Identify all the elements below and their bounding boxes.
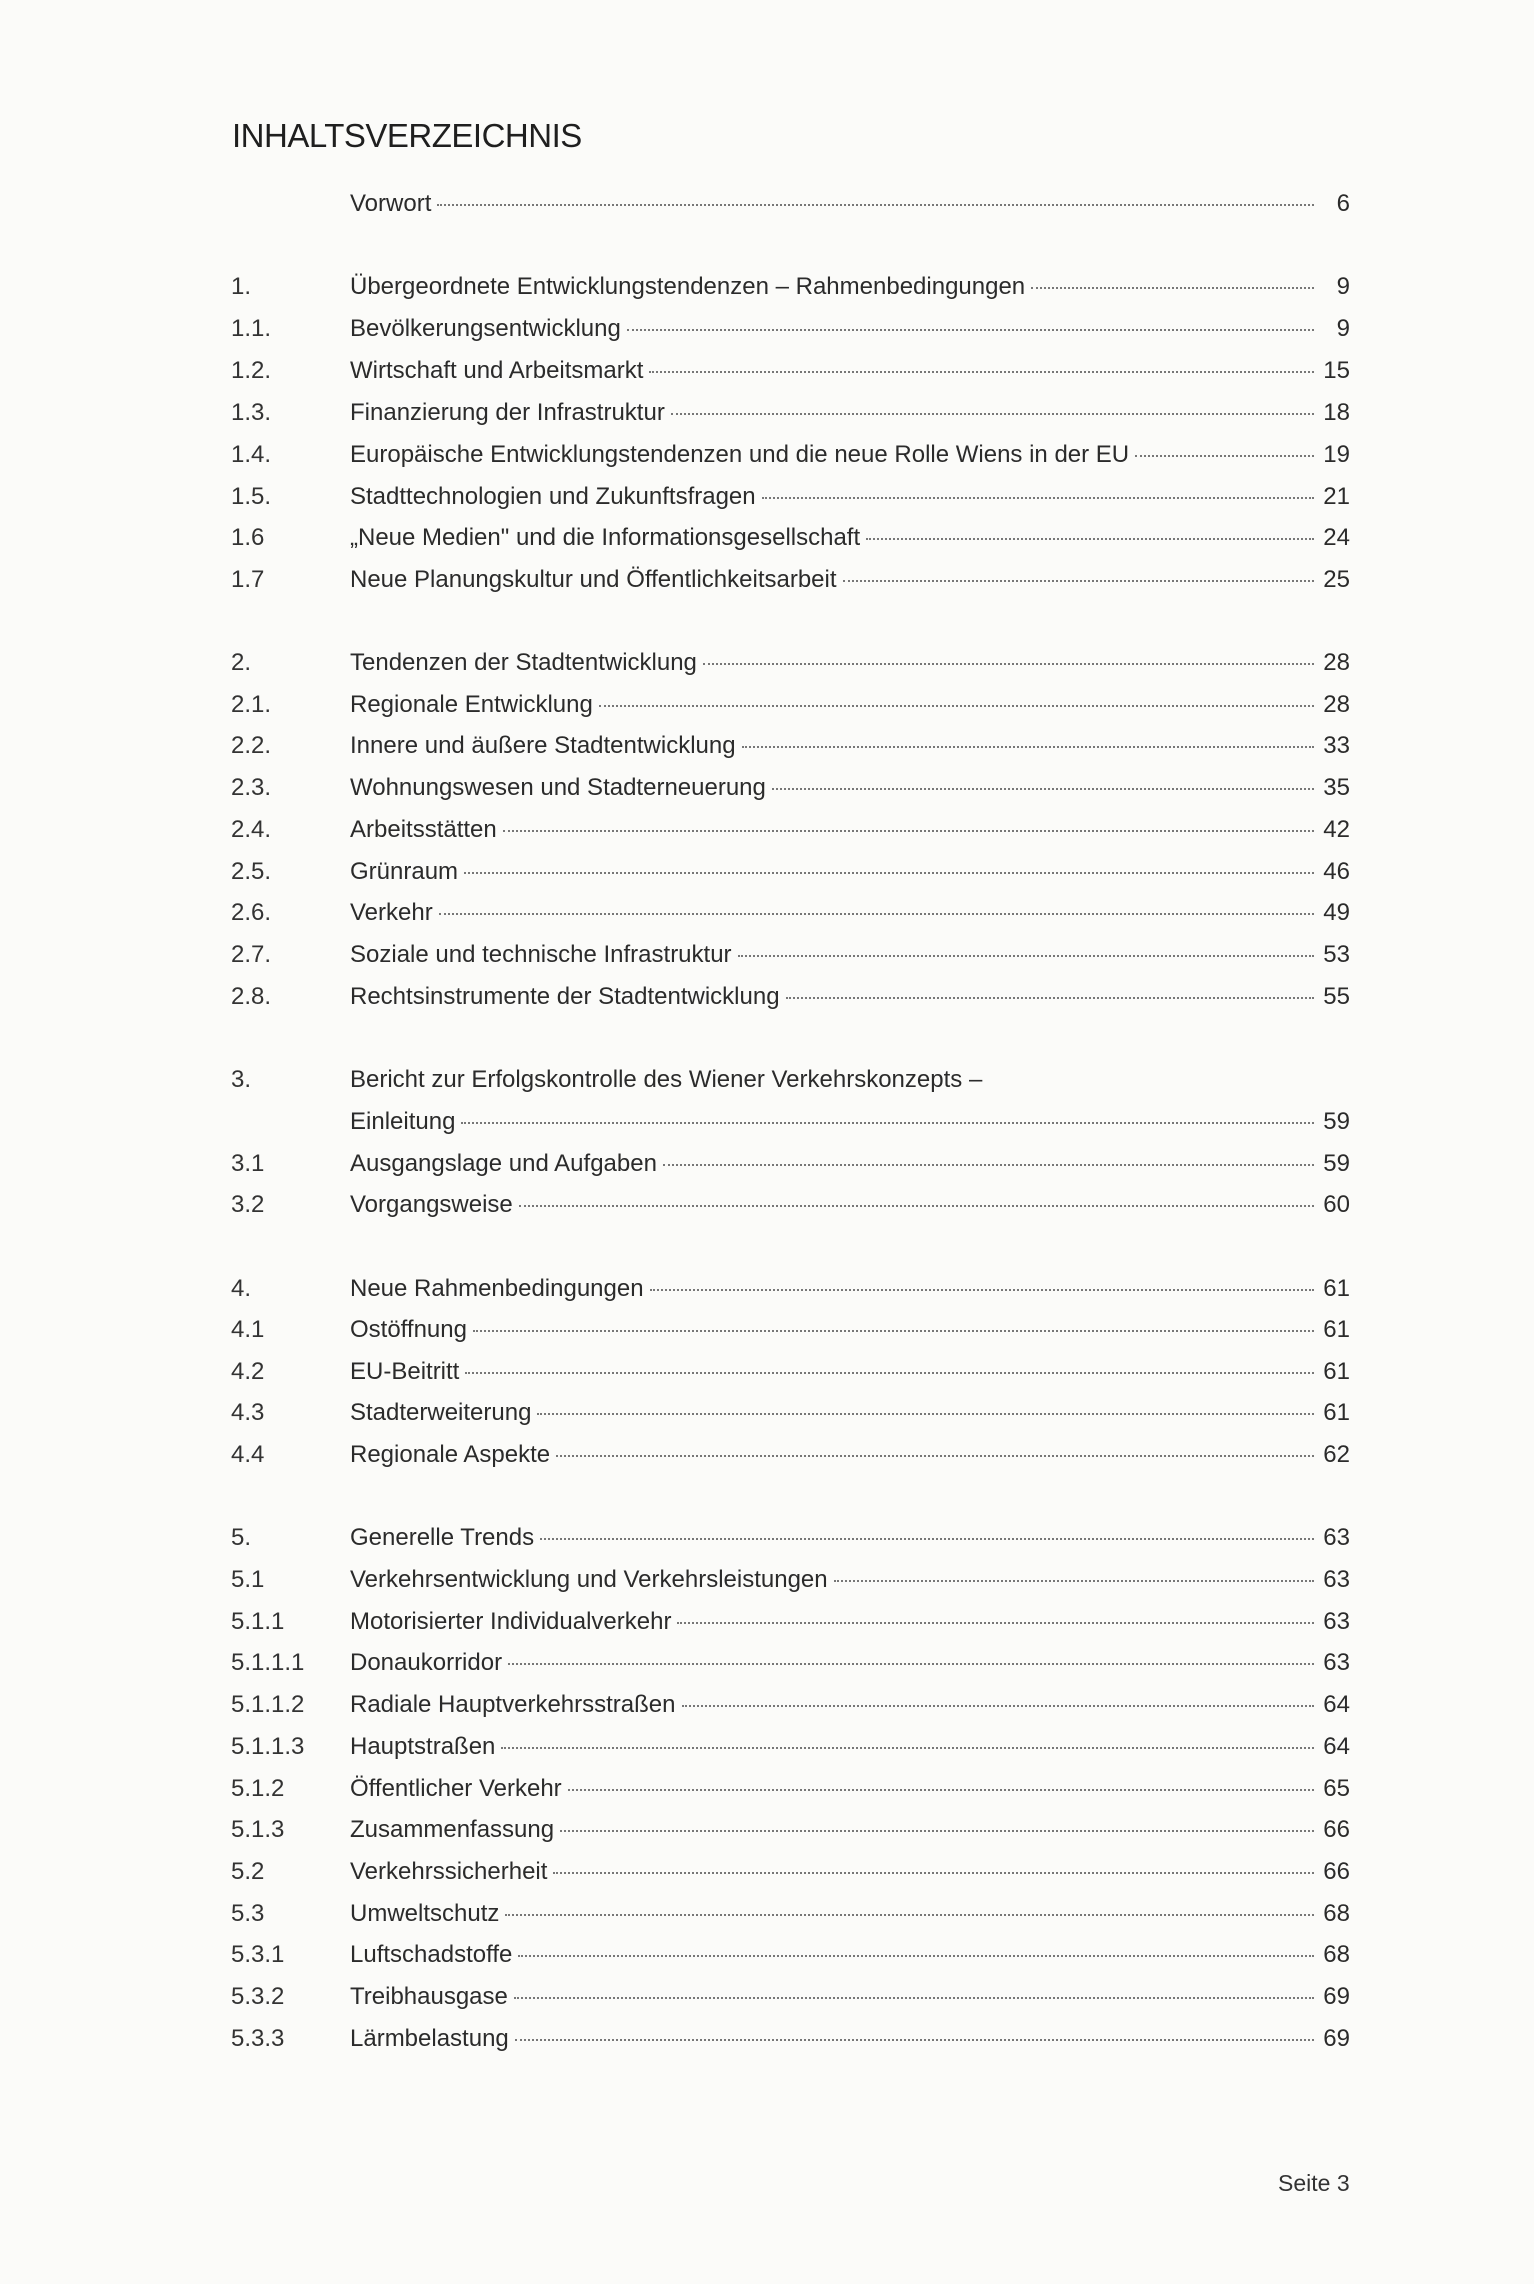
toc-entry-page: 25 [1323,566,1350,593]
toc-entry-page: 62 [1323,1441,1350,1468]
toc-entry-page: 66 [1323,1816,1350,1843]
toc-entry-title: „Neue Medien" und die Informationsgesellschaft [350,524,861,551]
toc-entry-title: Hauptstraßen [350,1733,496,1760]
dot-leader [843,578,1314,582]
toc-entry [0,435,1534,475]
toc-entry-page: 21 [1323,483,1350,510]
toc-entry-title: Verkehr [350,899,433,926]
dot-leader [988,1080,1314,1082]
dot-leader [540,1536,1314,1540]
toc-entry-page: 35 [1323,774,1350,801]
toc-entry-title: Europäische Entwicklungstendenzen und die neue Rolle Wiens in der EU [350,441,1130,468]
toc-entry-page: 69 [1323,2025,1350,2052]
toc-entry-page: 60 [1323,1191,1350,1218]
toc-entry-page: 69 [1323,1983,1350,2010]
dot-leader [742,744,1314,748]
toc-entry-title: Bericht zur Erfolgskontrolle des Wiener Verkehrskonzepts – [350,1066,983,1093]
toc-entry-number: 5.1.3 [231,1816,285,1843]
dot-leader [677,1620,1314,1624]
toc-entry-number: 5.1.1 [231,1608,285,1635]
toc-entry-title: Bevölkerungsentwicklung [350,315,621,342]
toc-entry-page: 15 [1323,357,1350,384]
toc-entry-number: 2.3. [231,774,272,801]
dot-leader [682,1703,1315,1707]
toc-entry [0,477,1534,517]
dot-leader [518,1953,1314,1957]
toc-entry-number: 4.1 [231,1316,265,1343]
dot-leader [501,1745,1314,1749]
toc-entry-page: 63 [1323,1566,1350,1593]
toc-entry-title: Verkehrssicherheit [350,1858,548,1885]
toc-entry-page: 46 [1323,858,1350,885]
toc-entry [0,184,1534,224]
toc-entry-title: Stadttechnologien und Zukunftsfragen [350,483,756,510]
toc-entry [0,1393,1534,1433]
toc-entry-page: 42 [1323,816,1350,843]
toc-entry-number: 5.3.1 [231,1941,285,1968]
toc-entry-title: Neue Planungskultur und Öffentlichkeitsarbeit [350,566,837,593]
toc-entry [0,1560,1534,1600]
toc-entry [0,935,1534,975]
toc-entry [0,810,1534,850]
toc-entry-page: 6 [1336,190,1350,217]
toc-entry [0,1727,1534,1767]
page-number: Seite 3 [1278,2170,1350,2196]
dot-leader [650,1287,1314,1291]
toc-entry-title: EU-Beitritt [350,1358,460,1385]
toc-entry [0,1935,1534,1975]
toc-entry-title: Vorwort [350,190,432,217]
toc-entry-page: 63 [1323,1608,1350,1635]
toc-entry-page: 61 [1323,1358,1350,1385]
toc-entry-page: 9 [1336,315,1350,342]
toc-entry-title: Generelle Trends [350,1524,535,1551]
toc-entry [0,1977,1534,2017]
toc-entry-number: 5.3 [231,1900,265,1927]
dot-leader [663,1162,1314,1166]
dot-leader [568,1787,1314,1791]
toc-entry-page: 59 [1323,1150,1350,1177]
dot-leader [464,870,1314,874]
toc-entry [0,1602,1534,1642]
toc-entry [0,1269,1534,1309]
toc-entry [0,518,1534,558]
toc-entry-number: 1.1. [231,315,272,342]
toc-entry-page: 66 [1323,1858,1350,1885]
toc-entry-number: 5.2 [231,1858,265,1885]
toc-entry-number: 5. [231,1524,252,1551]
toc-entry [0,852,1534,892]
toc-entry-title: Stadterweiterung [350,1399,532,1426]
toc-entry [0,977,1534,1017]
toc-entry [0,726,1534,766]
toc-entry-number: 2. [231,649,252,676]
toc-entry-number: 4.3 [231,1399,265,1426]
toc-entry [0,1352,1534,1392]
dot-leader [537,1411,1314,1415]
toc-entry [0,1852,1534,1892]
dot-leader [866,536,1314,540]
toc-entry-title: Soziale und technische Infrastruktur [350,941,732,968]
dot-leader [627,327,1314,331]
toc-entry-title: Luftschadstoffe [350,1941,513,1968]
dot-leader [508,1661,1314,1665]
toc-entry-title: Grünraum [350,858,459,885]
toc-entry-title: Öffentlicher Verkehr [350,1775,562,1802]
toc-entry-page: 53 [1323,941,1350,968]
dot-leader [1031,285,1314,289]
toc-entry [0,1435,1534,1475]
toc-entry-title: Regionale Entwicklung [350,691,593,718]
toc-entry-page: 59 [1323,1108,1350,1135]
dot-leader [439,911,1314,915]
toc-entry-number: 5.1.2 [231,1775,285,1802]
dot-leader [465,1370,1314,1374]
toc-entry-number: 5.3.2 [231,1983,285,2010]
toc-entry-page: 65 [1323,1775,1350,1802]
toc-entry [0,685,1534,725]
dot-leader [762,495,1314,499]
dot-leader [560,1828,1314,1832]
toc-entry-page: 18 [1323,399,1350,426]
toc-entry-page: 9 [1336,273,1350,300]
dot-leader [556,1453,1314,1457]
dot-leader [738,953,1314,957]
dot-leader [834,1578,1314,1582]
dot-leader [461,1120,1314,1124]
toc-entry-title: Verkehrsentwicklung und Verkehrsleistungen [350,1566,828,1593]
toc-entry-page: 33 [1323,732,1350,759]
toc-entry-title: Zusammenfassung [350,1816,555,1843]
toc-entry [0,2019,1534,2059]
toc-entry-number: 2.1. [231,691,272,718]
dot-leader [473,1328,1314,1332]
toc-entry-number: 2.6. [231,899,272,926]
toc-entry-title: Ostöffnung [350,1316,467,1343]
toc-entry-number: 5.1.1.2 [231,1691,305,1718]
dot-leader [505,1912,1314,1916]
toc-entry-page: 61 [1323,1275,1350,1302]
dot-leader [437,202,1314,206]
toc-entry-number: 1.5. [231,483,272,510]
toc-entry-number: 2.5. [231,858,272,885]
toc-entry [0,393,1534,433]
toc-entry [0,1810,1534,1850]
toc-entry-page: 28 [1323,649,1350,676]
toc-entry-title: Wohnungswesen und Stadterneuerung [350,774,766,801]
toc-entry-title: Innere und äußere Stadtentwicklung [350,732,736,759]
toc-entry [0,1310,1534,1350]
toc-entry [0,1185,1534,1225]
toc-entry-title: Treibhausgase [350,1983,508,2010]
toc-entry-title: Tendenzen der Stadtentwicklung [350,649,697,676]
dot-leader [772,786,1314,790]
toc-entry [0,893,1534,933]
toc-entry-title: Neue Rahmenbedingungen [350,1275,644,1302]
toc-entry-title: Lärmbelastung [350,2025,509,2052]
toc-entry-number: 3. [231,1066,252,1093]
toc-entry-title: Wirtschaft und Arbeitsmarkt [350,357,644,384]
toc-entry [0,1060,1534,1100]
toc-entry-title: Einleitung [350,1108,456,1135]
toc-entry-number: 2.4. [231,816,272,843]
toc-entry-number: 1.2. [231,357,272,384]
toc-entry-number: 4.4 [231,1441,265,1468]
toc-entry [0,309,1534,349]
toc-entry-page: 61 [1323,1316,1350,1343]
toc-entry-title: Arbeitsstätten [350,816,497,843]
toc-entry-number: 3.2 [231,1191,265,1218]
toc-entry-title: Radiale Hauptverkehrsstraßen [350,1691,676,1718]
toc-entry-number: 1.4. [231,441,272,468]
toc-entry-number: 2.2. [231,732,272,759]
toc-entry-number: 3.1 [231,1150,265,1177]
dot-leader [1135,453,1314,457]
dot-leader [703,661,1314,665]
toc-entry [0,351,1534,391]
toc-entry-title: Umweltschutz [350,1900,500,1927]
dot-leader [553,1870,1314,1874]
toc-entry-number: 5.1 [231,1566,265,1593]
toc-entry-number: 5.1.1.3 [231,1733,305,1760]
toc-entry [0,1518,1534,1558]
toc-entry [0,1102,1534,1142]
toc-entry-title: Rechtsinstrumente der Stadtentwicklung [350,983,780,1010]
toc-entry [0,768,1534,808]
toc-entry-number: 4.2 [231,1358,265,1385]
toc-entry [0,1144,1534,1184]
toc-entry-number: 5.1.1.1 [231,1649,305,1676]
toc-entry [0,267,1534,307]
toc-entry-title: Motorisierter Individualverkehr [350,1608,672,1635]
dot-leader [519,1203,1314,1207]
dot-leader [515,2037,1314,2041]
toc-entry-page: 63 [1323,1649,1350,1676]
toc-entry-page: 28 [1323,691,1350,718]
toc-entry-page: 61 [1323,1399,1350,1426]
toc-entry-page: 68 [1323,1941,1350,1968]
toc-entry [0,1643,1534,1683]
toc-entry [0,1894,1534,1934]
toc-entry-title: Vorgangsweise [350,1191,513,1218]
dot-leader [786,995,1314,999]
toc-entry [0,1769,1534,1809]
toc-entry-number: 1.3. [231,399,272,426]
toc-entry-page: 49 [1323,899,1350,926]
toc-entry-title: Übergeordnete Entwicklungstendenzen – Rahmenbedingungen [350,273,1026,300]
toc-entry-page: 19 [1323,441,1350,468]
page-title: INHALTSVERZEICHNIS [232,117,582,154]
toc-entry-title: Regionale Aspekte [350,1441,551,1468]
toc-entry-title: Donaukorridor [350,1649,503,1676]
toc-entry-page: 63 [1323,1524,1350,1551]
toc-entry-number: 1. [231,273,252,300]
toc-entry [0,1685,1534,1725]
toc-entry-page: 68 [1323,1900,1350,1927]
dot-leader [599,703,1314,707]
dot-leader [649,369,1314,373]
dot-leader [671,411,1314,415]
toc-entry [0,643,1534,683]
toc-entry-number: 1.7 [231,566,265,593]
toc-entry-page: 55 [1323,983,1350,1010]
toc-entry-page: 64 [1323,1691,1350,1718]
toc-entry-number: 2.7. [231,941,272,968]
toc-entry-page: 24 [1323,524,1350,551]
toc-entry-number: 2.8. [231,983,272,1010]
toc-entry [0,560,1534,600]
toc-entry-title: Ausgangslage und Aufgaben [350,1150,657,1177]
dot-leader [503,828,1314,832]
toc-entry-page: 64 [1323,1733,1350,1760]
toc-entry-title: Finanzierung der Infrastruktur [350,399,665,426]
toc-entry-number: 5.3.3 [231,2025,285,2052]
toc-entry-number: 4. [231,1275,252,1302]
toc-entry-number: 1.6 [231,524,265,551]
dot-leader [514,1995,1314,1999]
